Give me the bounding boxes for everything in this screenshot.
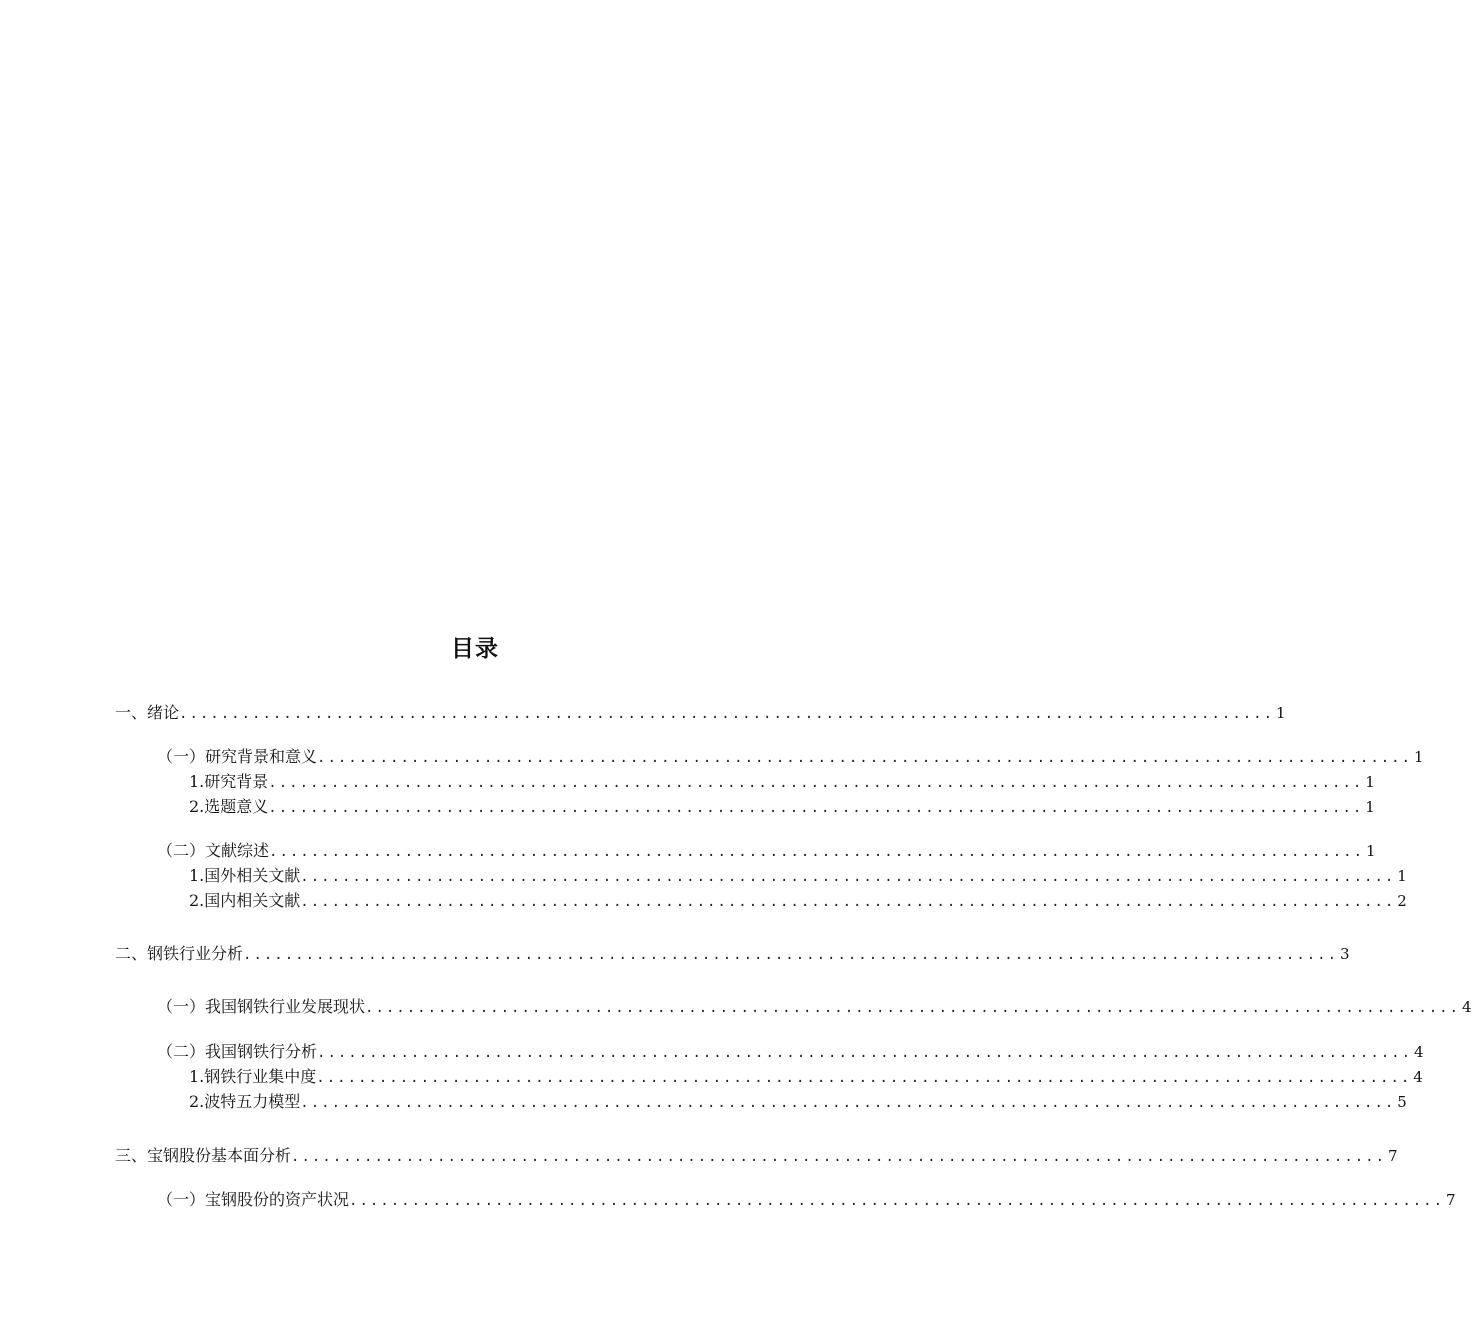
toc-entry[interactable] — [115, 943, 1350, 965]
toc-entry[interactable] — [115, 702, 1286, 724]
toc-title: 目录 — [451, 636, 499, 662]
toc-entry-label: （二）文献综述 — [157, 841, 270, 860]
toc-entry-page: 4 — [1414, 1043, 1424, 1061]
toc-entry[interactable] — [189, 1066, 1423, 1088]
toc-entry[interactable] — [189, 796, 1375, 818]
dot-leader: ......................................................................................................... — [365, 1000, 1461, 1016]
toc-entry[interactable] — [157, 996, 1472, 1018]
toc-entry[interactable] — [189, 1091, 1407, 1113]
dot-leader: ......................................................................................................... — [269, 844, 1365, 860]
toc-entry-page: 7 — [1388, 1147, 1398, 1165]
toc-entry-label: 1.钢铁行业集中度 — [189, 1067, 317, 1086]
toc-entry-page: 1 — [1414, 748, 1424, 766]
toc-entry[interactable] — [157, 1041, 1424, 1063]
toc-entry-label: 1.国外相关文献 — [189, 866, 301, 885]
toc-entry-page: 3 — [1340, 945, 1350, 963]
toc-entry-page: 2 — [1397, 892, 1407, 910]
toc-entry-page: 1 — [1366, 842, 1376, 860]
dot-leader: ......................................................................................................... — [243, 947, 1339, 963]
toc-entry-label: （一）研究背景和意义 — [157, 747, 318, 766]
toc-entry-label: 1.研究背景 — [189, 772, 269, 791]
dot-leader: ......................................................................................................... — [268, 800, 1364, 816]
dot-leader: ......................................................................................................... — [300, 1095, 1396, 1111]
toc-entry[interactable] — [115, 1145, 1398, 1167]
toc-entry-page: 1 — [1276, 704, 1286, 722]
toc-entry-page: 5 — [1397, 1093, 1407, 1111]
toc-entry[interactable] — [157, 1189, 1456, 1211]
dot-leader: ......................................................................................................... — [317, 1045, 1413, 1061]
toc-entry-page: 1 — [1397, 867, 1407, 885]
dot-leader: ......................................................................................................... — [300, 894, 1396, 910]
dot-leader: ......................................................................................................... — [268, 775, 1364, 791]
toc-entry[interactable] — [189, 890, 1407, 912]
toc-entry-label: 2.波特五力模型 — [189, 1092, 301, 1111]
dot-leader: ......................................................................................................... — [300, 869, 1396, 885]
toc-entry-page: 4 — [1413, 1068, 1423, 1086]
toc-entry-label: 二、钢铁行业分析 — [115, 944, 244, 963]
toc-entry-page: 4 — [1462, 998, 1472, 1016]
toc-entry-label: 三、宝钢股份基本面分析 — [115, 1146, 292, 1165]
dot-leader: ......................................................................................................... — [349, 1193, 1445, 1209]
toc-entry-page: 1 — [1365, 773, 1375, 791]
toc-entry[interactable] — [157, 840, 1376, 862]
toc-entry-label: （一）宝钢股份的资产状况 — [157, 1190, 350, 1209]
toc-entry-page: 7 — [1446, 1191, 1456, 1209]
dot-leader: ......................................................................................................... — [316, 1070, 1412, 1086]
dot-leader: ......................................................................................................... — [317, 750, 1413, 766]
toc-entry-label: 2.选题意义 — [189, 797, 269, 816]
dot-leader: ......................................................................................................... — [291, 1149, 1387, 1165]
toc-entry-label: （二）我国钢铁行分析 — [157, 1042, 318, 1061]
toc-entry-page: 1 — [1365, 798, 1375, 816]
toc-entry[interactable] — [189, 771, 1375, 793]
dot-leader: ......................................................................................................... — [179, 706, 1275, 722]
toc-entry-label: （一）我国钢铁行业发展现状 — [157, 997, 366, 1016]
toc-entry-label: 一、绪论 — [115, 703, 180, 722]
toc-entry-label: 2.国内相关文献 — [189, 891, 301, 910]
toc-entry[interactable] — [189, 865, 1407, 887]
toc-entry[interactable] — [157, 746, 1424, 768]
